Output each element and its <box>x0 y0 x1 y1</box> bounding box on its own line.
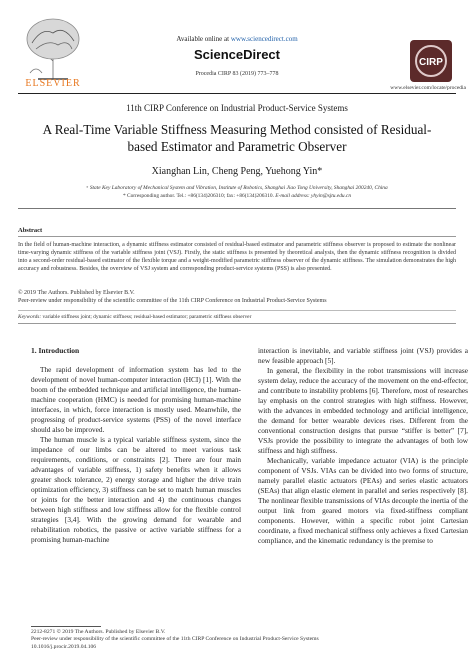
header-rule <box>18 93 456 94</box>
section-heading-introduction: 1. Introduction <box>31 346 80 355</box>
abstract-heading: Abstract <box>18 227 43 234</box>
intro-paragraph-2: The human muscle is a typical variable stiffness system, since the impedance of our limbs can be altered to meet various task requirements, conditions, or constraints [2]. There are four main advantages of variable stiffness, 1) safety benefits when it allows greater shock tolerance, 2) energy storage and higher the drive train optimization efficiency, 3) stiffness can be set to match human muscles or joints for the better interaction and 4) the continuous changes between high stiffness and low stiffness allow for the flexible control strategies [3,4]. With the growing demand for wearable and rehabilitation robotics, the passive or active variable stiffness for a promising human-machine <box>31 434 241 544</box>
title-rule <box>18 208 456 209</box>
footer-block <box>31 629 451 651</box>
sciencedirect-link[interactable]: www.sciencedirect.com <box>230 35 298 43</box>
keywords-line <box>18 314 456 320</box>
left-column <box>31 346 241 545</box>
footer-rule <box>31 626 101 627</box>
keywords-label: Keywords: <box>18 314 42 320</box>
footer-doi[interactable]: 10.1016/j.procir.2019.04.106 <box>31 643 97 650</box>
availability-line <box>0 35 474 43</box>
right-paragraph-3: Mechanically, variable impedance actuator (VIA) is the principle component of VSJs. VIAs can be divided into two forms of structure, namely parallel elastic actuators (PEAs) and series elastic actuators (SEAs) that align elastic element in parallel and series respectively [8]. The nonlinear flexible transmissions of VIAs decouple the inertia of the output link from geared motors via fixed-stiffness compliant components. However, within a specific robot joint Cartesian coordinate, a fixed mechanical stiffness only achieves a fixed Cartesian compliance, and the kinematic redundancy is the premise to <box>258 455 468 545</box>
intro-paragraph-1: The rapid development of information system has led to the development of novel human-computer interaction (HCI) [1]. With the boom of the embedded technique and artificial intelligence, the human-machine cooperation (HMC) is needed for promising human-machine interfaces, in which, force interaction is mostly used. Meanwhile, the progressing of product-service systems (PSS) of the novel interface should also be improved. <box>31 364 241 434</box>
corresponding-email[interactable]: E-mail address: yhyin@sjtu.edu.cn <box>275 193 352 199</box>
proceedings-citation: Procedia CIRP 83 (2019) 773–778 <box>195 71 279 77</box>
peer-review-line: Peer-review under responsibility of the scientific committee of the 11th CIRP Conference on Industrial Product-Service Systems <box>18 297 327 304</box>
keywords-text: variable stiffness joint; dynamic stiffness; residual-based estimator; parametric stiffness observer <box>42 314 252 320</box>
corresponding-author: * Corresponding author. Tel.: +86(134)206310; fax: +86(134)206310. <box>122 193 274 199</box>
footer-peer-review: Peer-review under responsibility of the scientific committee of the 11th CIRP Conference on Industrial Product-Service Systems <box>31 636 319 643</box>
paper-title-line-2: based Estimator and Parametric Observer <box>127 139 347 154</box>
right-column <box>258 346 468 546</box>
right-paragraph-1: interaction is inevitable, and variable stiffness joint (VSJ) provides a new feasible approach [5]. <box>258 346 468 365</box>
affiliation-block <box>18 184 456 200</box>
paper-title <box>20 121 454 155</box>
availability-prefix: Available online at <box>176 35 230 43</box>
elsevier-wordmark: ELSEVIER <box>25 78 81 89</box>
author-list: Xianghan Lin, Cheng Peng, Yuehong Yin* <box>151 166 323 177</box>
abstract-copyright-block <box>18 290 456 306</box>
abstract-rule <box>18 236 456 237</box>
keywords-rule-top <box>18 310 456 311</box>
abstract-body: In the field of human-machine interaction, a dynamic stiffness estimator consisted of residual-based estimator and parametric stiffness observer is proposed to estimate the nonlinear time-varying dynamic stiffness of the variable stiffness joint (VSJ). Firstly, the static stiffness is presented by theoretical analysis, then the dynamic stiffness recognition is divided into a second-order residual-based estimator of the flexible torque and a weight-modified parametric stiffness observer of the dynamic stiffness. The simulation demonstrates the high accuracy and robustness. Besides, the overview of VSJ system and corresponding product-service systems (PSS) is also presented. <box>18 242 456 272</box>
cirp-logo <box>410 40 452 82</box>
journal-homepage-link[interactable]: www.elsevier.com/locate/procedia <box>390 85 466 91</box>
cirp-logo-text: CIRP <box>419 57 443 68</box>
right-paragraph-2: In general, the flexibility in the robot transmissions will increase system delay, reduce the accuracy of the movement on the end-effector, and contribute to instability problems [6]. Therefore, most of researches lay emphasis on the control strategies with high stiffness. However, with the advances in embedded technology and artificial intelligence, the demand for better wearable devices rises. Different from the conventional construction designs that pursue “stiffer is better” [7], VSJs provide the possibility to integrate the advantages of both low stiffness and high stiffness. <box>258 365 468 455</box>
conference-name: 11th CIRP Conference on Industrial Product-Service Systems <box>126 103 348 113</box>
sciencedirect-brand: ScienceDirect <box>194 47 280 62</box>
paper-title-line-1: A Real-Time Variable Stiffness Measuring Method consisted of Residual- <box>42 122 432 137</box>
footer-issn-copyright: 2212-8271 © 2019 The Authors. Published by Elsevier B.V. <box>31 629 166 635</box>
affiliation: ᵃ State Key Laboratory of Mechanical System and Vibration, Institute of Robotics, Shanghai Jiao Tong University, Shanghai 200240, China <box>86 185 388 191</box>
copyright-line: © 2019 The Authors. Published by Elsevier B.V. <box>18 290 135 296</box>
keywords-rule-bottom <box>18 323 456 324</box>
